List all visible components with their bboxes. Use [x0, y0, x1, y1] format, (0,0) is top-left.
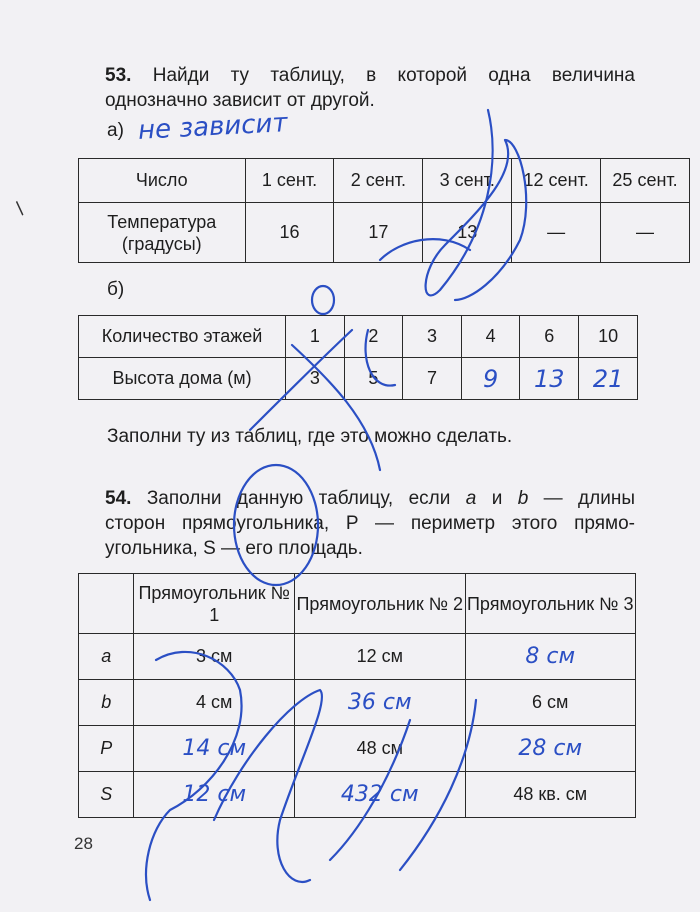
handwritten-value: 9	[482, 364, 499, 393]
label-a: а)	[107, 120, 124, 141]
rectangles-row	[79, 772, 636, 818]
table-a-data-row	[79, 203, 690, 263]
table-b-cell: 5	[344, 358, 403, 400]
rect-header: Прямоугольник № 1	[134, 574, 295, 634]
table-a-cell: 16	[245, 203, 334, 263]
problem-54-text-a: Заполни данную таблицу, если	[146, 488, 466, 509]
value-cell	[295, 726, 465, 772]
handwritten-value: 28 см	[518, 736, 583, 761]
handwritten-value: 21	[592, 364, 624, 393]
rectangles-row	[79, 634, 636, 680]
table-b-cell-handwritten	[579, 358, 638, 400]
table-a-cell: —	[601, 203, 690, 263]
table-a-header-cell: Число	[79, 159, 246, 203]
problem-54-line1	[105, 487, 635, 511]
handwritten-cell	[465, 726, 636, 772]
table-b-cell: 4	[461, 316, 520, 358]
table-b-row-height	[79, 358, 638, 400]
page-number: 28	[74, 834, 93, 853]
table-a-header-row	[79, 159, 690, 203]
problem-53-line1	[105, 64, 635, 88]
table-b-cell: 1	[286, 316, 345, 358]
table-a-header-cell: 2 сент.	[334, 159, 423, 203]
table-b	[78, 315, 638, 400]
handwritten-value: 14 см	[182, 736, 247, 761]
row-variable-label: a	[79, 634, 134, 680]
handwritten-value: 432 см	[340, 782, 419, 807]
printed-value: 3 см	[196, 646, 233, 666]
table-b-cell: 6	[520, 316, 579, 358]
value-cell	[134, 680, 295, 726]
table-b-cell: 7	[403, 358, 462, 400]
printed-value: 6 см	[532, 692, 569, 712]
rectangles-table	[78, 573, 636, 818]
table-a-header-cell: 3 сент.	[423, 159, 512, 203]
handwritten-value: 12 см	[182, 782, 247, 807]
value-cell	[295, 634, 465, 680]
table-b-row-label: Количество этажей	[79, 316, 286, 358]
table-a-cell: 17	[334, 203, 423, 263]
rectangles-header-row	[79, 574, 636, 634]
table-a-row-label: Температура (градусы)	[79, 203, 246, 263]
rectangles-row	[79, 680, 636, 726]
problem-54-number: 54.	[105, 488, 132, 509]
rect-header: Прямоугольник № 3	[465, 574, 636, 634]
handwritten-cell	[134, 726, 295, 772]
handwritten-value: 8 см	[525, 644, 576, 669]
printed-value: 48 кв. см	[513, 784, 588, 804]
table-a-header-cell: 1 сент.	[245, 159, 334, 203]
table-b-row-floors	[79, 316, 638, 358]
table-b-row-label: Высота дома (м)	[79, 358, 286, 400]
printed-value: 48 см	[356, 738, 403, 758]
handwritten-cell	[295, 772, 465, 818]
printed-value: 4 см	[196, 692, 233, 712]
handwritten-value: 36 см	[347, 690, 412, 715]
var-b: b	[517, 488, 529, 509]
circle-stroke	[312, 286, 334, 314]
row-variable-label: P	[79, 726, 134, 772]
handwritten-value: 13	[534, 364, 565, 393]
answer-a-handwritten: не зависит	[137, 108, 289, 146]
table-b-cell: 3	[403, 316, 462, 358]
table-b-cell: 2	[344, 316, 403, 358]
problem-53-text: Найди ту таблицу, в которой одна величина	[152, 65, 635, 86]
value-cell	[134, 634, 295, 680]
problem-54-text-b: — длины	[528, 488, 635, 509]
table-b-cell: 3	[286, 358, 345, 400]
table-b-cell-handwritten	[461, 358, 520, 400]
handwritten-cell	[134, 772, 295, 818]
problem-54-line2: сторон прямоугольника, P — периметр этого прямо-	[105, 513, 635, 534]
row-variable-label: b	[79, 680, 134, 726]
problem-53-number: 53.	[105, 65, 132, 86]
rect-header: Прямоугольник № 2	[295, 574, 465, 634]
table-b-cell-handwritten	[520, 358, 579, 400]
handwritten-cell	[465, 634, 636, 680]
value-cell	[465, 680, 636, 726]
row-variable-label: S	[79, 772, 134, 818]
printed-value: 12 см	[356, 646, 403, 666]
problem-54-line3: угольника, S — его площадь.	[105, 538, 363, 559]
table-a	[78, 158, 690, 263]
rectangles-row	[79, 726, 636, 772]
table-a-header-cell: 12 сент.	[512, 159, 601, 203]
stray-mark: /	[11, 198, 30, 220]
corner-cell	[79, 574, 134, 634]
table-b-cell: 10	[579, 316, 638, 358]
table-a-cell: —	[512, 203, 601, 263]
problem-54-and: и	[476, 488, 518, 509]
table-a-header-cell: 25 сент.	[601, 159, 690, 203]
problem-53-line2: однозначно зависит от другой.	[105, 90, 375, 111]
value-cell	[465, 772, 636, 818]
instruction-text: Заполни ту из таблиц, где это можно сделать.	[107, 426, 513, 447]
label-b: б)	[107, 279, 125, 300]
handwritten-cell	[295, 680, 465, 726]
var-a: a	[465, 488, 477, 509]
table-a-cell: 13	[423, 203, 512, 263]
